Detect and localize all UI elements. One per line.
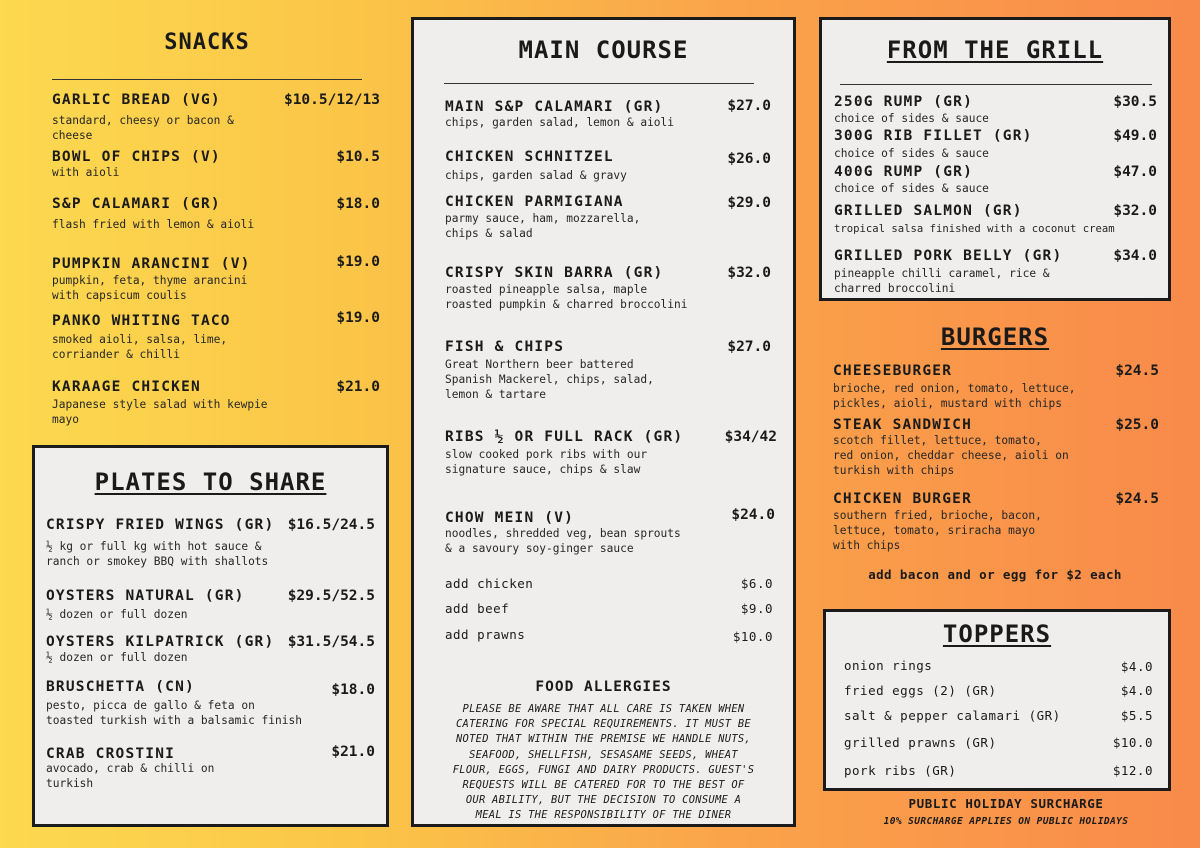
menu-item-desc: ½ kg or full kg with hot sauce & ranch or smokey BBQ with shallots	[46, 540, 269, 568]
addon-price: $10.0	[732, 629, 773, 644]
grill-divider	[840, 84, 1152, 85]
menu-item-name: GRILLED PORK BELLY (GR)	[834, 248, 1063, 264]
menu-item-desc: choice of sides & sauce	[834, 182, 989, 195]
menu-item-desc: with aioli	[52, 166, 120, 179]
menu-item-price: $25.0	[1115, 417, 1159, 433]
menu-item-price: $49.0	[1113, 128, 1157, 144]
toppers-panel	[823, 609, 1171, 791]
menu-item-name: OYSTERS KILPATRICK (GR)	[46, 634, 275, 650]
menu-item-desc: noodles, shredded veg, bean sprouts & a savoury soy-ginger sauce	[445, 527, 681, 555]
menu-item-desc: slow cooked pork ribs with our signature sauce, chips & slaw	[445, 448, 648, 476]
toppers-title: TOPPERS	[942, 620, 1052, 648]
menu-item-price: $24.5	[1115, 491, 1159, 507]
menu-item-price: $32.0	[727, 265, 771, 281]
menu-item-name: 250G RUMP (GR)	[834, 94, 974, 110]
menu-item-desc: ½ dozen or full dozen	[46, 651, 188, 664]
burgers-addon-note: add bacon and or egg for $2 each	[868, 567, 1122, 582]
addon-name: add prawns	[445, 627, 526, 642]
menu-item-name: CRAB CROSTINI	[46, 746, 176, 762]
allergies-title: FOOD ALLERGIES	[535, 679, 672, 695]
menu-item-price: $32.0	[1113, 203, 1157, 219]
addon-name: add chicken	[445, 576, 534, 591]
menu-item-desc: roasted pineapple salsa, maple roasted pumpkin & charred broccolini	[445, 283, 688, 311]
menu-item-name: CRISPY SKIN BARRA (GR)	[445, 265, 664, 281]
menu-item-desc: standard, cheesy or bacon & cheese	[52, 114, 234, 142]
menu-item-price: $21.0	[336, 379, 380, 395]
menu-item-desc: parmy sauce, ham, mozzarella, chips & salad	[445, 212, 641, 240]
menu-item-price: $26.0	[727, 151, 771, 167]
menu-item-price: $16.5/24.5	[287, 517, 375, 533]
burgers-title: BURGERS	[940, 323, 1050, 351]
menu-item-price: $24.5	[1115, 363, 1159, 379]
menu-item-price: $31.5/54.5	[287, 634, 375, 650]
menu-item-price: $19.0	[336, 310, 380, 326]
menu-item-name: CHOW MEIN (V)	[445, 510, 575, 526]
menu-item-desc: flash fried with lemon & aioli	[52, 218, 255, 231]
menu-item-desc: avocado, crab & chilli on turkish	[46, 762, 215, 790]
topper-price: $10.0	[1112, 735, 1153, 750]
menu-item-name: MAIN S&P CALAMARI (GR)	[445, 99, 664, 115]
topper-price: $4.0	[1120, 659, 1153, 674]
menu-item-price: $10.5	[336, 149, 380, 165]
menu-item-name: PANKO WHITING TACO	[52, 313, 231, 329]
main-title: MAIN COURSE	[518, 36, 689, 64]
menu-item-name: CHICKEN PARMIGIANA	[445, 194, 624, 210]
menu-item-desc: pineapple chilli caramel, rice & charred broccolini	[834, 267, 1050, 295]
topper-name: grilled prawns (GR)	[844, 735, 997, 750]
topper-name: fried eggs (2) (GR)	[844, 683, 997, 698]
menu-item-price: $47.0	[1113, 164, 1157, 180]
menu-item-desc: brioche, red onion, tomato, lettuce, pickles, aioli, mustard with chips	[833, 382, 1076, 410]
menu-item-desc: chips, garden salad, lemon & aioli	[445, 116, 675, 129]
topper-name: onion rings	[844, 658, 933, 673]
menu-item-desc: ½ dozen or full dozen	[46, 608, 188, 621]
menu-item-name: PUMPKIN ARANCINI (V)	[52, 256, 251, 272]
menu-item-name: BOWL OF CHIPS (V)	[52, 149, 221, 165]
menu-item-name: FISH & CHIPS	[445, 339, 565, 355]
menu-item-desc: Japanese style salad with kewpie mayo	[52, 398, 268, 426]
menu-item-desc: southern fried, brioche, bacon, lettuce, tomato, sriracha mayo with chips	[833, 509, 1042, 552]
menu-item-price: $10.5/12/13	[283, 92, 380, 108]
menu-item-name: GARLIC BREAD (VG)	[52, 92, 221, 108]
surcharge-title: PUBLIC HOLIDAY SURCHARGE	[908, 796, 1104, 811]
menu-item-name: CHEESEBURGER	[833, 363, 953, 379]
menu-item-price: $18.0	[336, 196, 380, 212]
main-course-panel	[411, 17, 796, 827]
menu-item-desc: chips, garden salad & gravy	[445, 169, 627, 182]
topper-price: $4.0	[1120, 683, 1153, 698]
menu-item-price: $19.0	[336, 254, 380, 270]
menu-item-price: $18.0	[331, 682, 375, 698]
menu-item-name: CHICKEN SCHNITZEL	[445, 149, 614, 165]
menu-item-name: CRISPY FRIED WINGS (GR)	[46, 517, 275, 533]
plates-to-share-panel	[32, 445, 389, 827]
menu-item-price: $29.0	[727, 195, 771, 211]
main-divider	[444, 83, 754, 84]
plates-title: PLATES TO SHARE	[94, 468, 327, 496]
menu-item-desc: scotch fillet, lettuce, tomato, red onion, cheddar cheese, aioli on turkish with chips	[833, 434, 1069, 477]
menu-item-price: $24.0	[731, 507, 775, 523]
menu-item-name: S&P CALAMARI (GR)	[52, 196, 221, 212]
topper-name: pork ribs (GR)	[844, 763, 957, 778]
menu-item-price: $34/42	[724, 429, 777, 445]
menu-item-desc: pesto, picca de gallo & feta on toasted turkish with a balsamic finish	[46, 699, 302, 727]
topper-price: $12.0	[1112, 763, 1153, 778]
menu-item-name: 400G RUMP (GR)	[834, 164, 974, 180]
surcharge-note: 10% SURCHARGE APPLIES ON PUBLIC HOLIDAYS	[883, 816, 1129, 827]
menu-item-price: $27.0	[727, 339, 771, 355]
menu-item-name: STEAK SANDWICH	[833, 417, 973, 433]
menu-item-desc: Great Northern beer battered Spanish Mackerel, chips, salad, lemon & tartare	[445, 358, 654, 401]
menu-item-desc: tropical salsa finished with a coconut cream	[834, 223, 1115, 235]
menu-item-name: CHICKEN BURGER	[833, 491, 973, 507]
menu-item-desc: smoked aioli, salsa, lime, corriander & chilli	[52, 333, 228, 361]
menu-item-price: $29.5/52.5	[287, 588, 375, 604]
allergies-notice: PLEASE BE AWARE THAT ALL CARE IS TAKEN WHEN CATERING FOR SPECIAL REQUIREMENTS. IT MUST BE NOTED THAT WITHIN THE PREMISE WE HANDLE NUTS, SEAFOOD, SHELLFISH, SESASAME SEEDS, WHEAT FLOUR, EGGS, FUNGI AND DAIRY PRODUCTS. GUEST'S REQUESTS WILL BE CATERED FOR TO THE BEST OF OUR ABILITY, BUT THE DECISION TO CONSUME A MEAL IS THE RESPONSIBILITY OF THE DINER	[452, 703, 755, 822]
menu-item-price: $21.0	[331, 744, 375, 760]
menu-item-price: $34.0	[1113, 248, 1157, 264]
menu-item-desc: choice of sides & sauce	[834, 112, 989, 125]
from-the-grill-panel	[819, 17, 1171, 301]
menu-item-price: $27.0	[727, 98, 771, 114]
addon-price: $9.0	[740, 601, 773, 616]
menu-item-price: $30.5	[1113, 94, 1157, 110]
menu-item-name: OYSTERS NATURAL (GR)	[46, 588, 245, 604]
snacks-title: SNACKS	[164, 30, 250, 55]
menu-item-name: GRILLED SALMON (GR)	[834, 203, 1023, 219]
menu-item-name: KARAAGE CHICKEN	[52, 379, 201, 395]
topper-price: $5.5	[1120, 708, 1153, 723]
grill-title: FROM THE GRILL	[886, 36, 1104, 64]
menu-item-name: RIBS ½ OR FULL RACK (GR)	[445, 429, 684, 445]
addon-price: $6.0	[740, 576, 773, 591]
addon-name: add beef	[445, 601, 510, 616]
menu-item-name: BRUSCHETTA (CN)	[46, 679, 195, 695]
menu-item-desc: choice of sides & sauce	[834, 147, 989, 160]
snacks-divider	[52, 79, 362, 80]
menu-item-name: 300G RIB FILLET (GR)	[834, 128, 1033, 144]
menu-item-desc: pumpkin, feta, thyme arancini with capsicum coulis	[52, 274, 248, 302]
topper-name: salt & pepper calamari (GR)	[844, 708, 1061, 723]
